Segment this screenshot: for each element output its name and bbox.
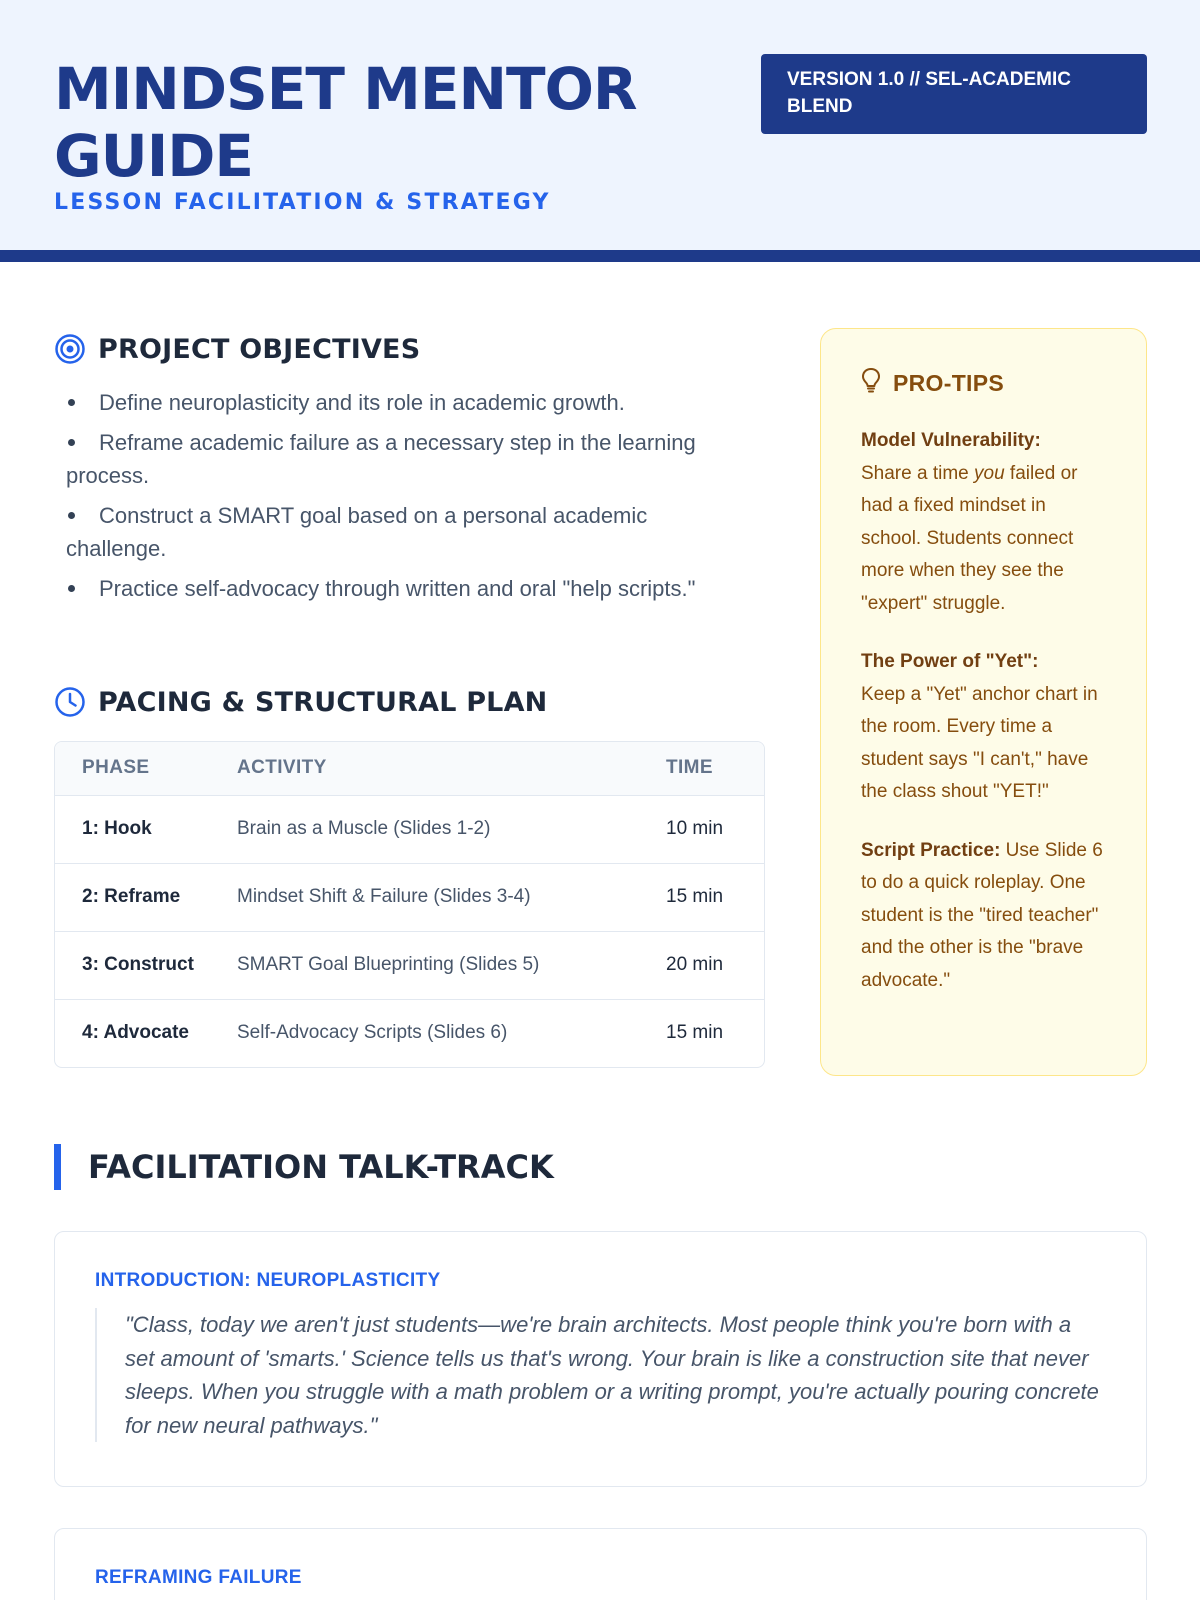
tip-model-vulnerability: Model Vulnerability: Share a time you failed or had a fixed mindset in school. Students connect more when they see the "expert" struggle. bbox=[861, 430, 1078, 614]
time-cell: 15 min bbox=[666, 999, 764, 1067]
pacing-table bbox=[54, 741, 765, 1068]
card-label: INTRODUCTION: NEUROPLASTICITY bbox=[95, 1270, 441, 1291]
objectives-list bbox=[66, 386, 746, 612]
talk-track-card bbox=[54, 1231, 1147, 1487]
tip-title: The Power of "Yet": bbox=[861, 651, 1039, 672]
activity-cell: Brain as a Muscle (Slides 1-2) bbox=[237, 795, 666, 863]
target-icon bbox=[54, 333, 86, 365]
clock-icon bbox=[54, 686, 86, 718]
column-header-time: TIME bbox=[666, 742, 764, 795]
activity-cell: SMART Goal Blueprinting (Slides 5) bbox=[237, 931, 666, 999]
pro-tips-heading-text: PRO-TIPS bbox=[893, 369, 1005, 396]
table-row bbox=[55, 795, 764, 863]
facilitator-quote: "Class, today we aren't just students—we're brain architects. Most people think you're born with a set amount of 'smarts.' Science tells us that's wrong. Your brain is like a construction site that never sleeps. When you struggle with a math problem or a writing prompt, you're actually pouring concrete for new neural pathways." bbox=[95, 1308, 1106, 1442]
objectives-heading bbox=[54, 333, 420, 365]
column-header-phase: PHASE bbox=[55, 742, 237, 795]
lightbulb-icon bbox=[861, 367, 881, 399]
talk-track-card bbox=[54, 1528, 1147, 1600]
card-label: REFRAMING FAILURE bbox=[95, 1567, 302, 1588]
table-row bbox=[55, 999, 764, 1067]
time-cell: 15 min bbox=[666, 863, 764, 931]
objectives-heading-text: PROJECT OBJECTIVES bbox=[98, 333, 421, 365]
table-header-row bbox=[55, 742, 764, 795]
page-subtitle: LESSON FACILITATION & STRATEGY bbox=[54, 190, 551, 215]
time-cell: 20 min bbox=[666, 931, 764, 999]
activity-cell: Mindset Shift & Failure (Slides 3-4) bbox=[237, 863, 666, 931]
tip-power-of-yet: The Power of "Yet": Keep a "Yet" anchor chart in the room. Every time a student says "I can't," have the class shout "YET!" bbox=[861, 651, 1098, 802]
version-badge: VERSION 1.0 // SEL-ACADEMIC BLEND bbox=[761, 54, 1147, 134]
column-header-activity: ACTIVITY bbox=[237, 742, 666, 795]
phase-cell: 1: Hook bbox=[55, 795, 237, 863]
tip-title: Model Vulnerability: bbox=[861, 430, 1041, 451]
list-item: Define neuroplasticity and its role in academic growth. bbox=[66, 386, 746, 419]
table-row bbox=[55, 931, 764, 999]
page-header bbox=[0, 0, 1200, 262]
pacing-heading-text: PACING & STRUCTURAL PLAN bbox=[98, 686, 548, 718]
activity-cell: Self-Advocacy Scripts (Slides 6) bbox=[237, 999, 666, 1067]
phase-cell: 2: Reframe bbox=[55, 863, 237, 931]
time-cell: 10 min bbox=[666, 795, 764, 863]
phase-cell: 4: Advocate bbox=[55, 999, 237, 1067]
table-row bbox=[55, 863, 764, 931]
page-title: MINDSET MENTOR GUIDE bbox=[54, 55, 637, 190]
list-item: Practice self-advocacy through written and oral "help scripts." bbox=[66, 572, 746, 605]
list-item: Construct a SMART goal based on a personal academic challenge. bbox=[66, 503, 648, 561]
phase-cell: 3: Construct bbox=[55, 931, 237, 999]
pro-tips-heading bbox=[861, 367, 1108, 399]
pro-tips-panel bbox=[820, 328, 1147, 1076]
list-item: Reframe academic failure as a necessary step in the learning process. bbox=[66, 430, 696, 488]
pacing-heading bbox=[54, 686, 547, 718]
tip-title: Script Practice: bbox=[861, 839, 1001, 861]
talk-track-heading: FACILITATION TALK-TRACK bbox=[54, 1144, 554, 1190]
tip-script-practice: Script Practice: Use Slide 6 to do a quick roleplay. One student is the "tired teacher" and the other is the "brave advocate." bbox=[861, 839, 1103, 991]
